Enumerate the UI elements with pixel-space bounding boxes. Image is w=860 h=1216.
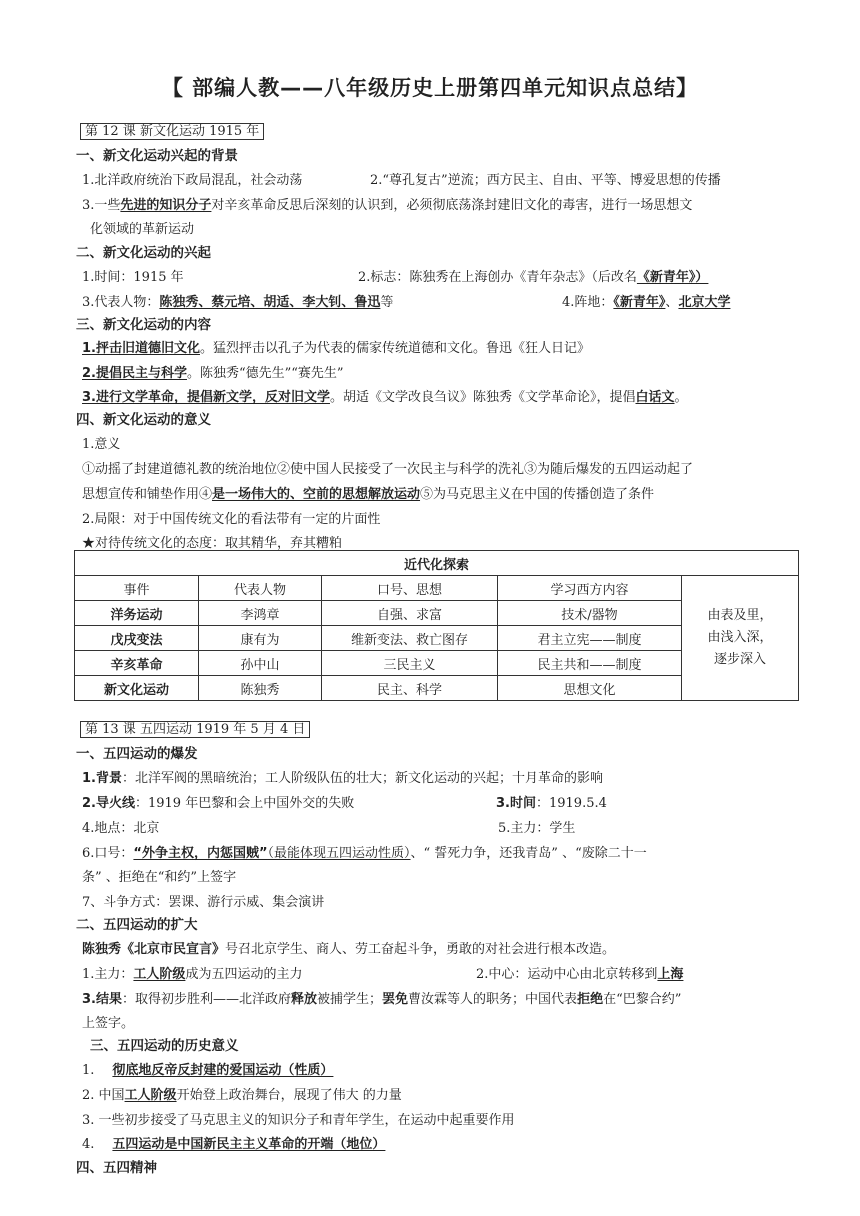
text-line: 1.背景：北洋军阀的黑暗统治；工人阶级队伍的壮大；新文化运动的兴起；十月革命的影响 (82, 771, 603, 786)
section-heading: 二、新文化运动的兴起 (76, 245, 211, 261)
modernization-table (74, 550, 799, 701)
text-line: 2.导火线：1919 年巴黎和会上中国外交的失败 (82, 796, 355, 811)
text-line: 1. 彻底地反帝反封建的爱国运动（性质） (82, 1063, 334, 1078)
text-line: 陈独秀《北京市民宣言》号召北京学生、商人、劳工奋起斗争，勇敢的对社会进行根本改造。 (82, 942, 616, 957)
text-line: 1.主力：工人阶级成为五四运动的主力 (82, 967, 303, 982)
text-line: 条” 、拒绝在“和约”上签字 (82, 870, 237, 885)
column-header: 口号、思想 (322, 576, 498, 601)
text-line: 3.进行文学革命，提倡新文学，反对旧文学。胡适《文学改良刍议》陈独秀《文学革命论》，提倡白话文。 (82, 390, 688, 405)
column-header: 学习西方内容 (498, 576, 682, 601)
section-heading: 三、五四运动的历史意义 (90, 1038, 239, 1054)
table-row: 洋务运动 李鸿章 自强、求富 技术/器物 (75, 601, 799, 626)
text-line: ★对待传统文化的态度：取其精华，弃其糟粕 (82, 536, 343, 551)
lesson-13-box: 第 13 课 五四运动 1919 年 5 月 4 日 (80, 718, 310, 737)
section-heading: 三、新文化运动的内容 (76, 317, 211, 333)
text-line: 3. 一些初步接受了马克思主义的知识分子和青年学生，在运动中起重要作用 (82, 1113, 515, 1128)
text-line: 2.局限：对于中国传统文化的看法带有一定的片面性 (82, 512, 381, 527)
text-line: 4. 五四运动是中国新民主主义革命的开端（地位） (82, 1137, 386, 1152)
table-row: 戊戌变法 康有为 维新变法、救亡图存 君主立宪——制度 (75, 626, 799, 651)
page-title: 【 部编人教——八年级历史上册第四单元知识点总结】 (161, 76, 699, 100)
text-line: 2. 中国工人阶级开始登上政治舞台，展现了伟大 的力量 (82, 1088, 402, 1103)
text-line: 1.北洋政府统治下政局混乱，社会动荡 (82, 173, 303, 188)
text-line: 1.抨击旧道德旧文化。猛烈抨击以孔子为代表的儒家传统道德和文化。鲁迅《狂人日记》 (82, 341, 590, 356)
text-line: 3.代表人物：陈独秀、蔡元培、胡适、李大钊、鲁迅等 (82, 295, 394, 310)
text-line: 1.时间：1915 年 (82, 270, 184, 285)
section-heading: 二、五四运动的扩大 (76, 917, 198, 933)
table-header-row (75, 576, 799, 601)
table-row: 辛亥革命 孙中山 三民主义 民主共和——制度 (75, 651, 799, 676)
lesson-12-box: 第 12 课 新文化运动 1915 年 (80, 120, 264, 139)
text-line: 3.一些先进的知识分子对辛亥革命反思后深刻的认识到，必须彻底荡涤封建旧文化的毒害，进行一场思想文 (82, 198, 693, 213)
text-line: 5.主力：学生 (498, 821, 576, 836)
section-heading: 四、新文化运动的意义 (76, 412, 211, 428)
text-line: 6.口号：“外争主权，内惩国贼”（最能体现五四运动性质）、“ 誓死力争，还我青岛” 、“废除二十一 (82, 846, 647, 861)
text-line: 化领域的革新运动 (90, 222, 195, 237)
text-line: 3.时间：1919.5.4 (496, 796, 607, 811)
column-header: 代表人物 (199, 576, 322, 601)
column-header: 事件 (75, 576, 199, 601)
section-heading: 一、五四运动的爆发 (76, 746, 198, 762)
summary-cell: 由表及里， 由浅入深， 逐步深入 (682, 576, 799, 701)
section-heading: 一、新文化运动兴起的背景 (76, 148, 238, 164)
text-line: 2.“尊孔复古”逆流；西方民主、自由、平等、博爱思想的传播 (370, 173, 721, 188)
text-line: 2.标志：陈独秀在上海创办《青年杂志》（后改名《新青年》） (358, 270, 709, 285)
text-line: 上签字。 (82, 1016, 135, 1031)
section-heading: 四、五四精神 (76, 1160, 157, 1176)
text-line: 4.阵地：《新青年》、北京大学 (562, 295, 731, 310)
text-line: 思想宣传和铺垫作用④是一场伟大的、空前的思想解放运动⑤为马克思主义在中国的传播创造了条件 (82, 487, 655, 502)
text-line: 2.中心：运动中心由北京转移到上海 (476, 967, 684, 982)
text-line: 2.提倡民主与科学。陈独秀“德先生”“赛先生” (82, 366, 344, 381)
text-line: 1.意义 (82, 437, 121, 452)
table-title: 近代化探索 (75, 551, 799, 576)
text-line: 3.结果：取得初步胜利——北洋政府释放被捕学生；罢免曹汝霖等人的职务；中国代表拒绝在“巴黎合约” (82, 992, 682, 1007)
text-line: 7、斗争方式：罢课、游行示威、集会演讲 (82, 895, 325, 910)
table-row: 新文化运动 陈独秀 民主、科学 思想文化 (75, 676, 799, 701)
text-line: ①动摇了封建道德礼教的统治地位②使中国人民接受了一次民主与科学的洗礼③为随后爆发的五四运动起了 (82, 462, 694, 477)
text-line: 4.地点：北京 (82, 821, 160, 836)
